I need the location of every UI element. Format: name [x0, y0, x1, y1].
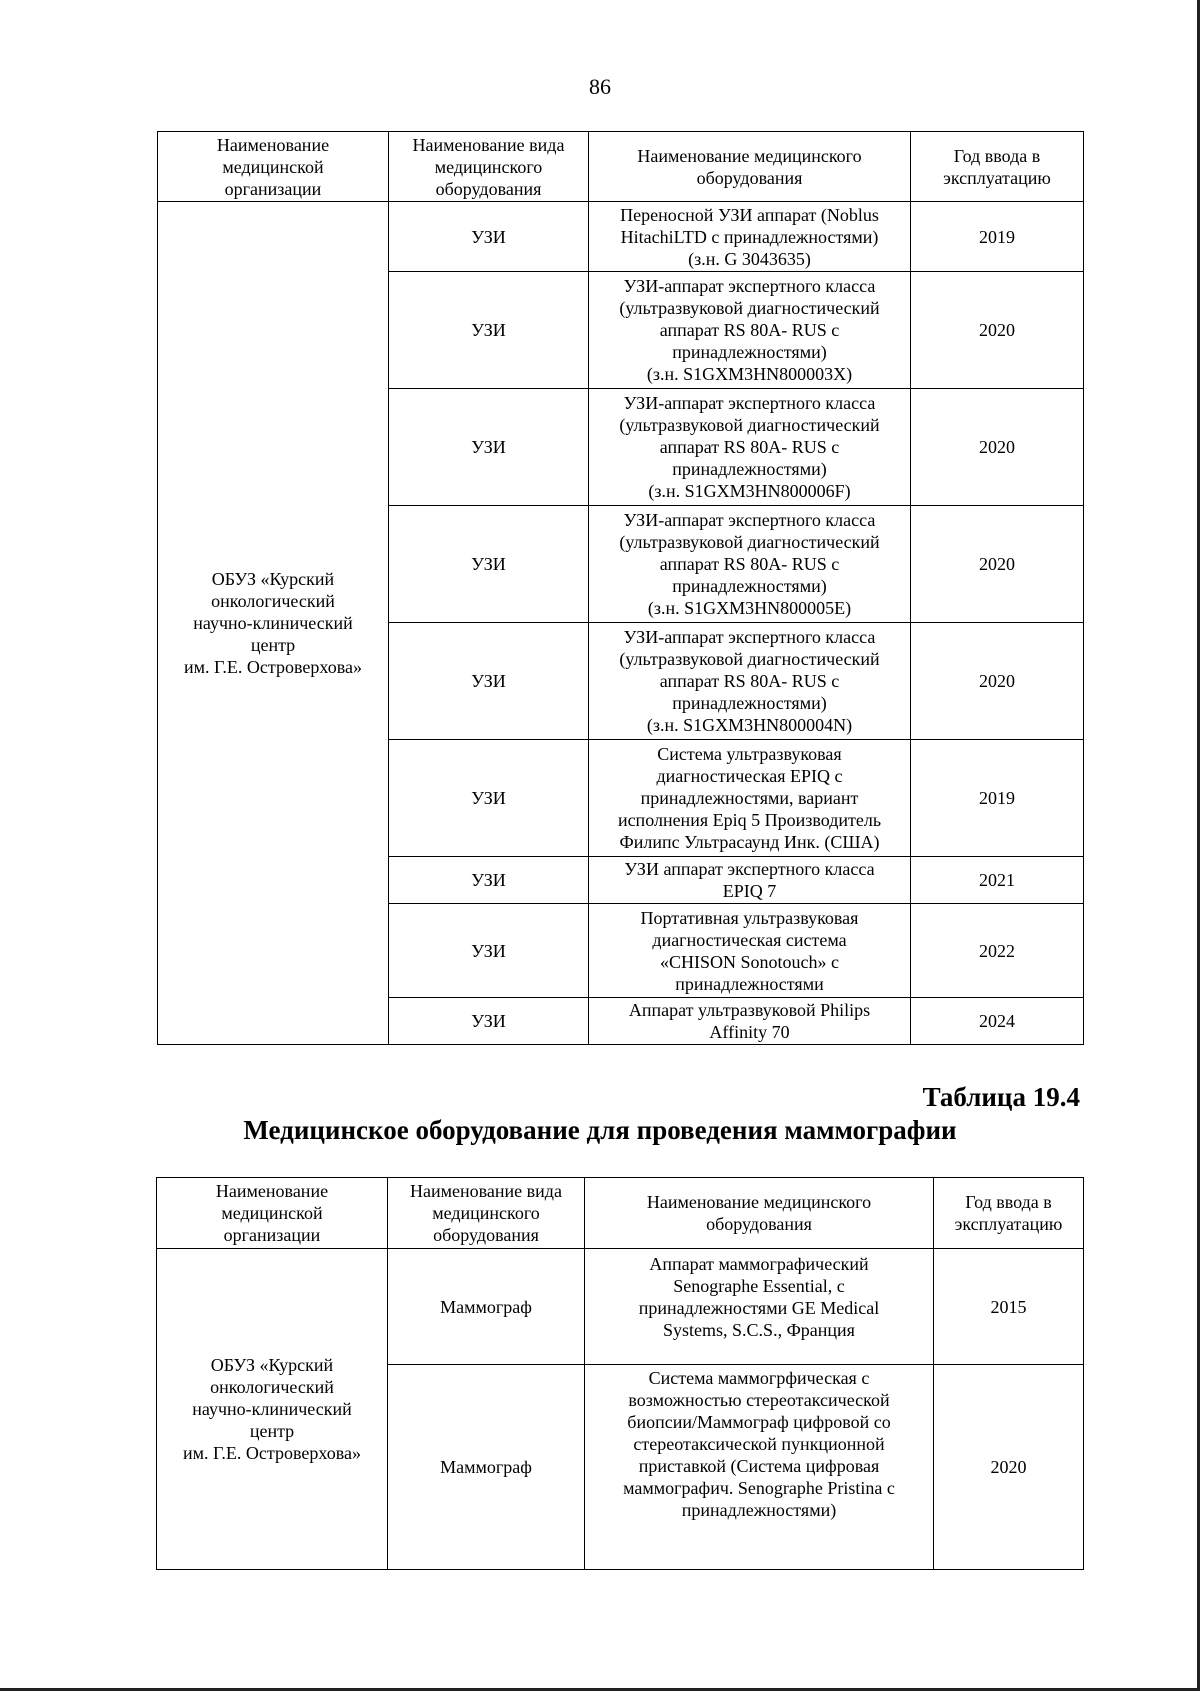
table-header-row	[158, 132, 1084, 202]
equipment-type-cell: УЗИ	[389, 202, 589, 272]
equipment-name-cell: Система ультразвуковая диагностическая EPIQ с принадлежностями, вариант исполнения Epiq 5 Производитель Филипс Ультрасаунд Инк. (США)	[589, 740, 911, 857]
equipment-name-cell: Портативная ультразвуковая диагностическая система «CHISON Sonotouch» с принадлежностями	[589, 904, 911, 998]
equipment-name-cell: УЗИ-аппарат экспертного класса (ультразвуковой диагностический аппарат RS 80A- RUS с принадлежностями) (з.н. S1GXM3HN800003X)	[589, 272, 911, 389]
year-cell: 2020	[911, 623, 1084, 740]
equipment-name-cell: УЗИ аппарат экспертного класса EPIQ 7	[589, 857, 911, 904]
mammography-equipment-table	[156, 1177, 1084, 1570]
year-cell: 2021	[911, 857, 1084, 904]
equipment-type-cell: УЗИ	[389, 272, 589, 389]
equipment-type-cell: Маммограф	[388, 1365, 585, 1570]
header-organization: Наименование медицинской организации	[157, 1178, 388, 1249]
header-equipment-type: Наименование вида медицинского оборудования	[388, 1178, 585, 1249]
equipment-type-cell: УЗИ	[389, 623, 589, 740]
organization-cell: ОБУЗ «Курский онкологический научно-клинический центр им. Г.Е. Островерхова»	[157, 1249, 388, 1570]
year-cell: 2019	[911, 740, 1084, 857]
equipment-type-cell: УЗИ	[389, 740, 589, 857]
year-cell: 2020	[934, 1365, 1084, 1570]
year-cell: 2015	[934, 1249, 1084, 1365]
equipment-type-cell: Маммограф	[388, 1249, 585, 1365]
year-cell: 2024	[911, 998, 1084, 1045]
equipment-type-cell: УЗИ	[389, 389, 589, 506]
year-cell: 2022	[911, 904, 1084, 998]
header-commission-year: Год ввода в эксплуатацию	[934, 1178, 1084, 1249]
organization-cell: ОБУЗ «Курский онкологический научно-клинический центр им. Г.Е. Островерхова»	[158, 202, 389, 1045]
header-organization: Наименование медицинской организации	[158, 132, 389, 202]
equipment-name-cell: Аппарат ультразвуковой Philips Affinity 70	[589, 998, 911, 1045]
table-header-row	[157, 1178, 1084, 1249]
equipment-type-cell: УЗИ	[389, 904, 589, 998]
year-cell: 2020	[911, 272, 1084, 389]
table-title: Медицинское оборудование для проведения маммографии	[243, 1115, 957, 1145]
table-row	[158, 202, 1084, 272]
equipment-name-cell: Система маммогрфическая с возможностью стереотаксической биопсии/Маммограф цифровой со стереотаксической пункционной приставкой (Система цифровая маммографич. Senographe Pristina с принадлежностями)	[585, 1365, 934, 1570]
header-equipment-type: Наименование вида медицинского оборудования	[389, 132, 589, 202]
equipment-name-cell: УЗИ-аппарат экспертного класса (ультразвуковой диагностический аппарат RS 80A- RUS с принадлежностями) (з.н. S1GXM3HN800005E)	[589, 506, 911, 623]
year-cell: 2019	[911, 202, 1084, 272]
year-cell: 2020	[911, 389, 1084, 506]
equipment-name-cell: УЗИ-аппарат экспертного класса (ультразвуковой диагностический аппарат RS 80A- RUS с принадлежностями) (з.н. S1GXM3HN800004N)	[589, 623, 911, 740]
table-number: Таблица 19.4	[922, 1082, 1080, 1112]
ultrasound-equipment-table	[157, 131, 1084, 1045]
header-commission-year: Год ввода в эксплуатацию	[911, 132, 1084, 202]
equipment-name-cell: УЗИ-аппарат экспертного класса (ультразвуковой диагностический аппарат RS 80A- RUS с принадлежностями) (з.н. S1GXM3HN800006F)	[589, 389, 911, 506]
equipment-type-cell: УЗИ	[389, 998, 589, 1045]
equipment-name-cell: Переносной УЗИ аппарат (Noblus HitachiLTD с принадлежностями) (з.н. G 3043635)	[589, 202, 911, 272]
header-equipment-name: Наименование медицинского оборудования	[585, 1178, 934, 1249]
page-number: 86	[589, 74, 611, 99]
equipment-type-cell: УЗИ	[389, 506, 589, 623]
header-equipment-name: Наименование медицинского оборудования	[589, 132, 911, 202]
year-cell: 2020	[911, 506, 1084, 623]
equipment-name-cell: Аппарат маммографический Senographe Essential, с принадлежностями GE Medical Systems, S.C.S., Франция	[585, 1249, 934, 1365]
equipment-type-cell: УЗИ	[389, 857, 589, 904]
table-row	[157, 1249, 1084, 1365]
